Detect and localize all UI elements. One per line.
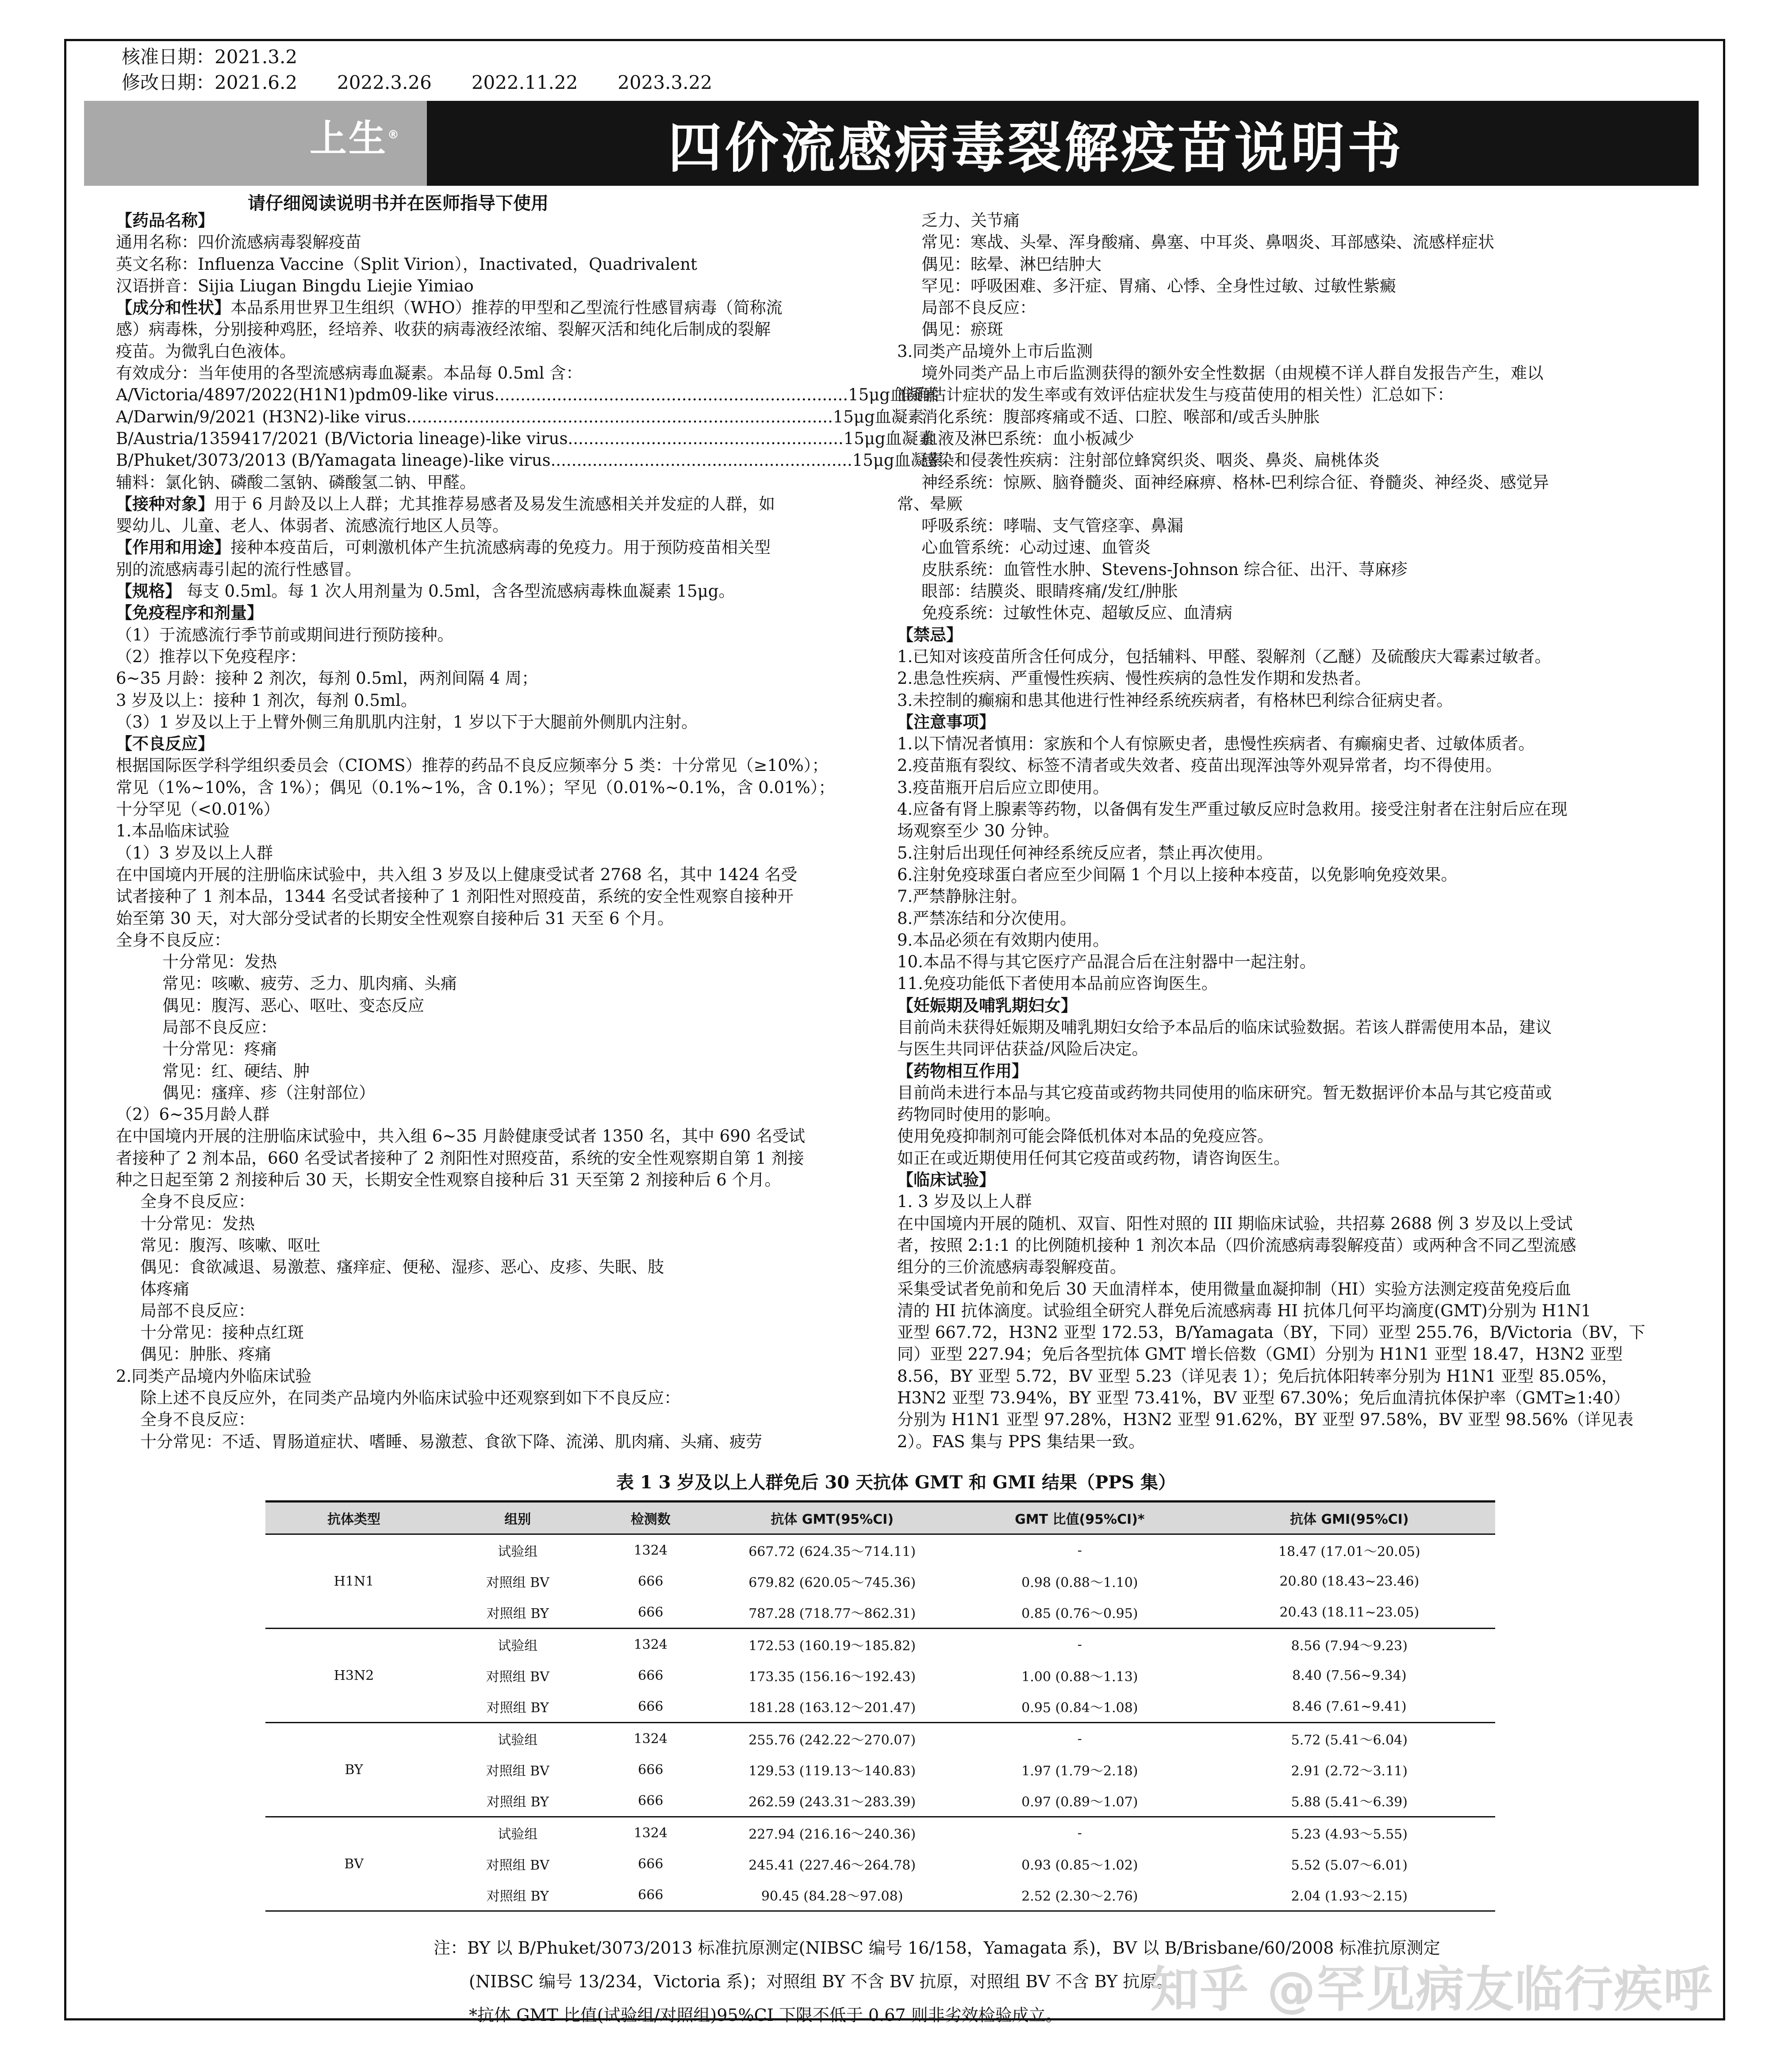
table-cell: 1324: [633, 1731, 668, 1747]
table-cell: 试验组: [498, 1733, 538, 1748]
text-line: 场观察至少 30 分钟。: [897, 821, 1059, 841]
text-line: 4.应备有肾上腺素等药物，以备偶有发生严重过敏反应时急救用。接受注射者在注射后应在现: [897, 800, 1568, 819]
text-line: （2）6~35月龄人群: [116, 1105, 270, 1124]
table-cell: 666: [593, 1785, 708, 1817]
table-body: [265, 1534, 1495, 1911]
table-cell: -: [1077, 1731, 1082, 1747]
text-line: 常见：寒战、头晕、浑身酸痛、鼻塞、中耳炎、鼻咽炎、耳部感染、流感样症状: [921, 233, 1494, 252]
table-cell: 172.53 (160.19～185.82): [748, 1638, 916, 1654]
table-row: [265, 1691, 1495, 1723]
text-line: [116, 210, 860, 231]
table-cell: 666: [638, 1762, 664, 1778]
text-line: [897, 624, 1649, 646]
text-line: 有效成分：当年使用的各型流感病毒血凝素。本品每 0.5ml 含：: [116, 364, 583, 383]
table-cell: 245.41 (227.46～264.78): [748, 1858, 916, 1873]
section-text: 本品系用世界卫生组织（WHO）推荐的甲型和乙型流行性感冒病毒（简称流: [230, 298, 783, 318]
text-line: 局部不良反应：: [140, 1301, 255, 1320]
table-row: [265, 1723, 1495, 1755]
text-line: 除上述不良反应外，在同类产品境内外临床试验中还观察到如下不良反应：: [140, 1388, 680, 1408]
section-heading: 【 作用和用途 】: [116, 538, 230, 557]
text-line: 罕见：呼吸困难、多汗症、胃痛、心悸、全身性过敏、过敏性紫癜: [921, 276, 1396, 295]
table-cell: 8.46 (7.61~9.41): [1204, 1691, 1495, 1723]
antibody-type-cell: H3N2: [265, 1629, 442, 1723]
text-line: 7.严禁静脉注射。: [897, 887, 1028, 906]
text-line: （3）1 岁及以上于上臂外侧三角肌肌内注射，1 岁以下于大腿前外侧肌内注射。: [116, 712, 698, 732]
approve-label: 核准日期：: [122, 46, 215, 68]
antibody-type-cell: BV: [265, 1817, 442, 1911]
text-line: 汉语拼音：Sijia Liugan Bingdu Liejie Yimiao: [116, 276, 474, 295]
logo-text: 上生: [310, 117, 388, 160]
text-line: （2）推荐以下免疫程序：: [116, 647, 307, 666]
table-cell: 对照组 BY: [442, 1785, 593, 1817]
text-line: [116, 733, 860, 755]
revision-dates: [122, 44, 752, 96]
right-text-column: [897, 210, 1649, 1453]
text-line: 呼吸系统：哮喘、支气管痉挛、鼻漏: [921, 516, 1183, 536]
text-line: 十分常见：接种点红斑: [140, 1323, 304, 1342]
table-cell: 227.94 (216.16～240.36): [748, 1827, 916, 1842]
text-line: 者接种了 2 剂本品，660 名受试者接种了 2 剂阳性对照疫苗，系统的安全性观察期自第 1 剂接: [116, 1148, 804, 1168]
text-line: 局部不良反应：: [921, 298, 1036, 318]
section-heading: 【 注意事项 】: [897, 713, 995, 732]
section-heading: 【 不良反应 】: [116, 734, 214, 753]
table-cell: 1.00 (0.88～1.13): [1021, 1669, 1138, 1685]
text-line: 2.患急性疾病、严重慢性疾病、慢性疾病的急性发作期和发热者。: [897, 669, 1371, 688]
text-line: 者，按照 2:1:1 的比例随机接种 1 剂次本品（四价流感病毒裂解疫苗）或两种含不同乙型流感: [897, 1235, 1577, 1255]
text-line: [897, 1060, 1649, 1082]
text-line: [116, 602, 860, 624]
section-heading: 【 妊娠期及哺乳期妇女 】: [897, 996, 1077, 1015]
table-cell: -: [1077, 1542, 1082, 1558]
text-line: 1.本品临床试验: [116, 821, 230, 841]
table-row: [265, 1534, 1495, 1566]
table-cell: 666: [593, 1879, 708, 1911]
section-heading: 【 药品名称 】: [116, 211, 214, 230]
text-line: （1）3 岁及以上人群: [116, 843, 273, 862]
table-cell: -: [1077, 1637, 1082, 1652]
text-line: 境外同类产品上市后监测获得的额外安全性数据（由规模不详人群自发报告产生，难以: [921, 364, 1543, 383]
text-line: 3.同类产品境外上市后监测: [897, 341, 1093, 361]
text-line: 2.同类产品境内外临床试验: [116, 1366, 312, 1386]
table-cell: 666: [593, 1691, 708, 1723]
revise-date: 2021.6.2: [215, 72, 298, 93]
table-row: [265, 1754, 1495, 1785]
table-row: [265, 1597, 1495, 1629]
table-cell: 1324: [633, 1542, 668, 1558]
text-line: 采集受试者免前和免后 30 天血清样本，使用微量血凝抑制（HI）实验方法测定疫苗免疫后血: [897, 1279, 1571, 1299]
section-text: 用于 6 月龄及以上人群；尤其推荐易感者及易发生流感相关并发症的人群，如: [214, 494, 775, 514]
watermark-text: 知乎 @罕见病友临行疾呼: [1150, 1961, 1713, 2018]
table-row: [265, 1879, 1495, 1911]
reading-advice: 请仔细阅读说明书并在医师指导下使用: [248, 193, 549, 214]
note-line: *抗体 GMT 比值(试验组/对照组)95%CI 下限不低于 0.67 则非劣效检验成立。: [469, 2005, 1063, 2025]
text-line: 偶见：瘙痒、疹（注射部位）: [162, 1083, 375, 1102]
text-line: 5.注射后出现任何神经系统反应者，禁止再次使用。: [897, 843, 1273, 862]
column-header: GMT 比值(95%CI)*: [956, 1502, 1204, 1534]
column-header: 抗体 GMT(95%CI): [708, 1502, 956, 1534]
section-heading: 【 免疫程序和剂量 】: [116, 603, 263, 622]
table-cell: 666: [638, 1668, 664, 1683]
text-line: 全身不良反应：: [116, 930, 230, 950]
revise-date: 2022.3.26: [337, 72, 432, 93]
text-line: 在中国境内开展的随机、双盲、阳性对照的 III 期临床试验，共招募 2688 例 3 岁及以上受试: [897, 1214, 1573, 1233]
antibody-type-cell: H1N1: [265, 1534, 442, 1629]
text-line: 始至第 30 天，对大部分受试者的长期安全性观察自接种后 31 天至 6 个月。: [116, 908, 674, 928]
text-line: 常、晕厥: [897, 494, 963, 514]
table-cell: 20.43 (18.11~23.05): [1204, 1597, 1495, 1629]
text-line: 婴幼儿、儿童、老人、体弱者、流感流行地区人员等。: [116, 516, 509, 536]
text-line: 皮肤系统：血管性水肿、Stevens-Johnson 综合征、出汗、荨麻疹: [921, 560, 1408, 579]
text-line: 十分常见：疼痛: [162, 1039, 277, 1059]
results-table: [265, 1500, 1495, 1912]
table-cell: 679.82 (620.05～745.36): [748, 1575, 916, 1591]
text-line: 同）亚型 227.94；免后各型抗体 GMT 增长倍数（GMI）分别为 H1N1 亚型 18.47，H3N2 亚型: [897, 1345, 1623, 1364]
text-line: 感）病毒株，分别接种鸡胚，经培养、收获的病毒液经浓缩、裂解灭活和纯化后制成的裂解: [116, 320, 771, 339]
revise-date: 2022.11.22: [471, 72, 578, 93]
table-cell: 8.40 (7.56~9.34): [1292, 1668, 1407, 1683]
text-line: 根据国际医学科学组织委员会（CIOMS）推荐的药品不良反应频率分 5 类：十分常见（≥10%）；: [116, 756, 829, 775]
note-line: (NIBSC 编号 13/234，Victoria 系)；对照组 BY 不含 BV 抗原，对照组 BV 不含 BY 抗原。: [469, 1972, 1174, 1991]
section-heading: 【 临床试验 】: [897, 1170, 995, 1189]
approve-date-row: [122, 44, 752, 70]
text-line: 组分的三价流感病毒裂解疫苗。: [897, 1257, 1126, 1277]
text-line: 十分常见：不适、胃肠道症状、嗜睡、易激惹、食欲下降、流涕、肌肉痛、头痛、疲劳: [140, 1432, 762, 1451]
text-line: 8.56，BY 亚型 5.72，BV 亚型 5.23（详见表 1）；免后抗体阳转率分别为 H1N1 亚型 85.05%，: [897, 1366, 1618, 1386]
title-banner: [84, 101, 1699, 186]
text-line: 偶见：瘀斑: [921, 320, 1003, 339]
text-line: 通用名称：四价流感病毒裂解疫苗: [116, 233, 361, 252]
text-line: 体疼痛: [140, 1279, 189, 1299]
text-line: [116, 537, 860, 558]
table-cell: 试验组: [498, 1544, 538, 1560]
text-line: 局部不良反应：: [162, 1017, 277, 1037]
table-cell: 对照组 BY: [442, 1597, 593, 1629]
table-cell: 1.97 (1.79～2.18): [1021, 1763, 1138, 1779]
text-line: 十分常见：发热: [140, 1214, 255, 1233]
text-line: 清的 HI 抗体滴度。试验组全研究人群免后流感病毒 HI 抗体几何平均滴度(GMT)分别为 H1N1: [897, 1301, 1592, 1320]
text-line: 心血管系统：心动过速、血管炎: [921, 538, 1151, 557]
section-heading: 【 禁忌 】: [897, 625, 963, 644]
table-cell: 0.95 (0.84～1.08): [956, 1691, 1204, 1723]
text-line: 3 岁及以上：接种 1 剂次，每剂 0.5ml。: [116, 690, 417, 710]
text-line: 乏力、关节痛: [921, 211, 1020, 230]
revise-date: 2023.3.22: [618, 72, 713, 93]
text-line: 6~35 月龄：接种 2 剂次，每剂 0.5ml，两剂间隔 4 周；: [116, 669, 538, 688]
text-line: 如正在或近期使用任何其它疫苗或药物，请咨询医生。: [897, 1148, 1290, 1168]
table-cell: 8.56 (7.94～9.23): [1291, 1638, 1408, 1654]
text-line: 1. 3 岁及以上人群: [897, 1192, 1032, 1211]
text-line: 在中国境内开展的注册临床试验中，共入组 6~35 月龄健康受试者 1350 名，其中 690 名受试: [116, 1127, 805, 1146]
table-cell: 对照组 BY: [442, 1691, 593, 1723]
text-line: 十分罕见（<0.01%）: [116, 800, 280, 819]
table-cell: 对照组 BV: [486, 1763, 549, 1779]
text-line: H3N2 亚型 73.94%，BY 亚型 73.41%，BV 亚型 67.30%；免后血清抗体保护率（GMT≥1:40）: [897, 1388, 1630, 1408]
table-cell: 173.35 (156.16～192.43): [748, 1669, 916, 1685]
table-row: [265, 1848, 1495, 1879]
text-line: 免疫系统：过敏性休克、超敏反应、血清病: [921, 603, 1232, 623]
text-line: 试者接种了 1 剂本品，1344 名受试者接种了 1 剂阳性对照疫苗，系统的安全性观察自接种开: [116, 887, 794, 906]
table-cell: 对照组 BY: [442, 1879, 593, 1911]
text-line: 2）。FAS 集与 PPS 集结果一致。: [897, 1432, 1145, 1451]
text-line: 11.免疫功能低下者使用本品前应咨询医生。: [897, 974, 1218, 993]
table-row: [265, 1566, 1495, 1597]
table-row: [265, 1817, 1495, 1849]
logo-band: [84, 101, 427, 186]
text-line: 6.注射免疫球蛋白者应至少间隔 1 个月以上接种本疫苗，以免影响免疫效果。: [897, 865, 1458, 884]
section-text: 每支 0.5ml。每 1 次人用剂量为 0.5ml，含各型流感病毒株血凝素 15μg。: [181, 582, 735, 601]
table-cell: 666: [638, 1573, 664, 1589]
text-line: A/Darwin/9/2021 (H3N2)-like virus..................................................................................15μg血凝素: [116, 407, 924, 426]
column-header: 组别: [442, 1502, 593, 1534]
table-cell: 5.52 (5.07～6.01): [1291, 1858, 1408, 1873]
table-cell: 0.85 (0.76～0.95): [956, 1597, 1204, 1629]
table-cell: 5.72 (5.41～6.04): [1291, 1733, 1408, 1748]
text-line: 目前尚未获得妊娠期及哺乳期妇女给予本品后的临床试验数据。若该人群需使用本品，建议: [897, 1017, 1552, 1037]
revise-date-row: [122, 70, 752, 96]
table-cell: 试验组: [498, 1638, 538, 1654]
section-heading: 【 规格 】: [116, 582, 181, 601]
section-heading: 【 成分和性状 】: [116, 298, 230, 317]
text-line: 常见（1%~10%，含 1%）；偶见（0.1%~1%，含 0.1%）；罕见（0.01%~0.1%，含 0.01%）；: [116, 778, 835, 797]
table-cell: 2.91 (2.72～3.11): [1291, 1763, 1408, 1779]
text-line: 常见：腹泻、咳嗽、呕吐: [140, 1235, 320, 1255]
text-line: 10.本品不得与其它医疗产品混合后在注射器中一起注射。: [897, 952, 1316, 972]
table-cell: 对照组 BV: [486, 1858, 549, 1873]
table-cell: 对照组 BV: [486, 1669, 549, 1685]
text-line: 常见：红、硬结、肿: [162, 1061, 310, 1081]
table-cell: 181.28 (163.12～201.47): [708, 1691, 956, 1723]
table-cell: 0.97 (0.89～1.07): [956, 1785, 1204, 1817]
text-line: 疫苗。为微乳白色液体。: [116, 341, 296, 361]
text-line: 药物同时使用的影响。: [897, 1105, 1061, 1124]
text-line: [116, 493, 860, 515]
text-line: 十分常见：发热: [162, 952, 277, 972]
section-heading: 【 接种对象 】: [116, 494, 214, 514]
text-line: [897, 1169, 1649, 1191]
table-cell: 5.23 (4.93～5.55): [1291, 1827, 1408, 1842]
text-line: 辅料：氯化钠、磷酸二氢钠、磷酸氢二钠、甲醛。: [116, 472, 476, 492]
text-line: 别的流感病毒引起的流行性感冒。: [116, 560, 361, 579]
table-caption: 表 1 3 岁及以上人群免后 30 天抗体 GMT 和 GMI 结果（PPS 集）: [616, 1472, 1176, 1493]
table-cell: 90.45 (84.28～97.08): [708, 1879, 956, 1911]
text-line: B/Phuket/3073/2013 (B/Yamagata lineage)-like virus..........................................................15μg血凝素: [116, 451, 944, 470]
table-cell: 0.93 (0.85～1.02): [1021, 1858, 1138, 1873]
table-cell: 0.98 (0.88～1.10): [1021, 1575, 1138, 1591]
text-line: 与医生共同评估获益/风险后决定。: [897, 1039, 1148, 1059]
text-line: 种之日起至第 2 剂接种后 30 天，长期安全性观察自接种后 31 天至第 2 剂接种后 6 个月。: [116, 1170, 781, 1190]
text-line: 目前尚未进行本品与其它疫苗或药物共同使用的临床研究。暂无数据评价本品与其它疫苗或: [897, 1083, 1552, 1102]
text-line: 2.疫苗瓶有裂纹、标签不清者或失效者、疫苗出现浑浊等外观异常者，均不得使用。: [897, 756, 1502, 775]
table-row: [265, 1629, 1495, 1660]
text-line: （1）于流感流行季节前或期间进行预防接种。: [116, 625, 454, 644]
text-line: 3.未控制的癫痫和患其他进行性神经系统疾病者，有格林巴利综合征病史者。: [897, 690, 1453, 710]
table-cell: 2.52 (2.30～2.76): [956, 1879, 1204, 1911]
text-line: 3.疫苗瓶开启后应立即使用。: [897, 778, 1109, 797]
text-line: 准确估计症状的发生率或有效评估症状发生与疫苗使用的相关性）汇总如下：: [897, 385, 1454, 405]
text-line: [116, 580, 860, 602]
column-header: 检测数: [593, 1502, 708, 1534]
text-line: [897, 711, 1649, 733]
text-line: 消化系统：腹部疼痛或不适、口腔、喉部和/或舌头肿胀: [921, 407, 1320, 426]
text-line: 全身不良反应：: [140, 1410, 255, 1430]
table-cell: 5.88 (5.41～6.39): [1204, 1785, 1495, 1817]
table-cell: 262.59 (243.31～283.39): [708, 1785, 956, 1817]
table-row: [265, 1785, 1495, 1817]
text-line: 神经系统：惊厥、脑脊髓炎、面神经麻痹、格林-巴利综合征、脊髓炎、神经炎、感觉异: [921, 472, 1549, 492]
text-line: 9.本品必须在有效期内使用。: [897, 930, 1109, 950]
revise-label: 修改日期：: [122, 72, 215, 93]
text-line: 8.严禁冻结和分次使用。: [897, 908, 1077, 928]
table-cell: 129.53 (119.13～140.83): [748, 1763, 916, 1779]
table-cell: 666: [593, 1597, 708, 1629]
text-line: 眼部：结膜炎、眼睛疼痛/发红/肿胀: [921, 582, 1178, 601]
table-cell: 1324: [633, 1637, 668, 1652]
text-line: 1.以下情况者慎用：家族和个人有惊厥史者，患慢性疾病者、有癫痫史者、过敏体质者。: [897, 734, 1535, 754]
text-line: 分别为 H1N1 亚型 97.28%，H3N2 亚型 91.62%，BY 亚型 97.58%，BV 亚型 98.56%（详见表: [897, 1410, 1634, 1430]
column-header: 抗体类型: [265, 1502, 442, 1534]
table-cell: 667.72 (624.35～714.11): [748, 1544, 916, 1560]
text-line: 偶见：食欲减退、易激惹、瘙痒症、便秘、湿疹、恶心、皮疹、失眠、肢: [140, 1257, 664, 1277]
table-cell: 20.80 (18.43~23.46): [1279, 1573, 1420, 1589]
column-header: 抗体 GMI(95%CI): [1204, 1502, 1495, 1534]
registered-mark: ®: [388, 128, 401, 142]
text-line: 感染和侵袭性疾病：注射部位蜂窝织炎、咽炎、鼻炎、扁桃体炎: [921, 451, 1380, 470]
text-line: A/Victoria/4897/2022(H1N1)pdm09-like virus....................................................................15μg血凝素: [116, 385, 939, 405]
text-line: 血液及淋巴系统：血小板减少: [921, 429, 1134, 448]
text-line: 使用免疫抑制剂可能会降低机体对本品的免疫应答。: [897, 1127, 1274, 1146]
text-line: 亚型 667.72，H3N2 亚型 172.53，B/Yamagata（BY，下同）亚型 255.76，B/Victoria（BV，下: [897, 1323, 1646, 1342]
table-cell: 255.76 (242.22～270.07): [748, 1733, 916, 1748]
table-cell: 2.04 (1.93～2.15): [1204, 1879, 1495, 1911]
text-line: B/Austria/1359417/2021 (B/Victoria lineage)-like virus.....................................................15μg血凝素: [116, 429, 935, 448]
company-logo: [310, 109, 401, 162]
table-header-row: [265, 1502, 1495, 1534]
text-line: 偶见：眩晕、淋巴结肿大: [921, 254, 1101, 274]
table-cell: 787.28 (718.77～862.31): [708, 1597, 956, 1629]
text-line: 常见：咳嗽、疲劳、乏力、肌肉痛、头痛: [162, 974, 457, 993]
text-line: 偶见：腹泻、恶心、呕吐、变态反应: [162, 996, 424, 1015]
table-cell: 试验组: [498, 1827, 538, 1842]
note-line: 注：BY 以 B/Phuket/3073/2013 标准抗原测定(NIBSC 编号 16/158，Yamagata 系)，BV 以 B/Brisbane/60/2008 标准抗原测定: [434, 1938, 1440, 1958]
table-cell: 666: [638, 1856, 664, 1872]
table-cell: 18.47 (17.01～20.05): [1278, 1544, 1420, 1560]
text-line: [116, 297, 860, 318]
table-row: [265, 1660, 1495, 1691]
text-line: 1.已知对该疫苗所含任何成分，包括辅料、甲醛、裂解剂（乙醚）及硫酸庆大霉素过敏者。: [897, 647, 1551, 666]
document-title: 四价流感病毒裂解疫苗说明书: [427, 101, 1699, 186]
text-line: 英文名称：Influenza Vaccine（Split Virion），Inactivated，Quadrivalent: [116, 254, 697, 274]
text-line: 在中国境内开展的注册临床试验中，共入组 3 岁及以上健康受试者 2768 名，其中 1424 名受: [116, 865, 798, 884]
text-line: 偶见：肿胀、疼痛: [140, 1345, 271, 1364]
text-line: [897, 995, 1649, 1016]
table-cell: 对照组 BV: [486, 1575, 549, 1591]
text-line: 全身不良反应：: [140, 1192, 255, 1211]
approve-date: 2021.3.2: [215, 46, 298, 68]
section-text: 接种本疫苗后，可刺激机体产生抗流感病毒的免疫力。用于预防疫苗相关型: [230, 538, 771, 557]
section-heading: 【 药物相互作用 】: [897, 1062, 1028, 1081]
table-cell: 1324: [633, 1825, 668, 1841]
antibody-type-cell: BY: [265, 1723, 442, 1817]
table-cell: -: [1077, 1825, 1082, 1841]
